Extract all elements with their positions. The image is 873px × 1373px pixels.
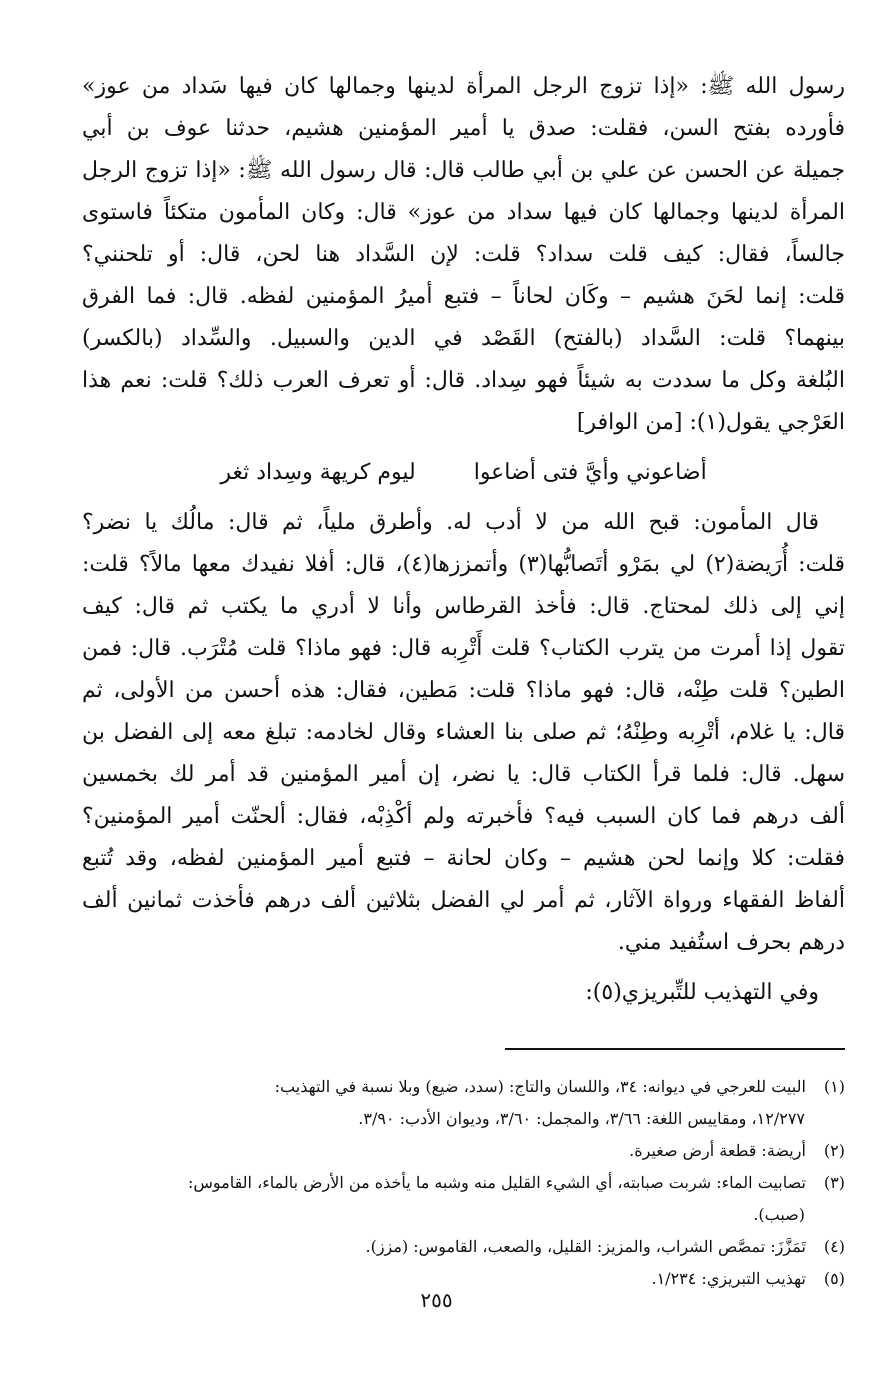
footnote-text: تَمَزَّزَ: تمصَّص الشراب، والمزيز: القليل، والصعب، القاموس: (مزز). [365,1237,806,1256]
text-line: رسول الله ﷺ: «إذا تزوج الرجل المرأة لدينها وجمالها كان فيها سَداد من عوز» [82,74,845,99]
page-number: ٢٥٥ [420,1288,453,1312]
text-line: فقلت: كلا وإنما لحن هشيم – وكان لحانة – فتبع أمير المؤمنين لفظه، وقد تُتبع [82,846,845,871]
text-line: ألف درهم فما كان السبب فيه؟ فأخبرته ولم أكْذِبْه، فقال: ألحنّت أمير المؤمنين؟ [82,804,845,829]
footnote-1 [82,1072,845,1102]
main-text-top [82,66,845,444]
text-line: إني إلى ذلك لمحتاج. قال: فأخذ القرطاس وأنا لا أدري ما يكتب ثم قال: كيف [82,594,845,619]
footnote-3-continuation [82,1200,845,1230]
footnote-text: ١٢/٢٧٧، ومقاييس اللغة: ٣/٦٦، والمجمل: ٣/٦٠، وديوان الأدب: ٣/٩٠. [358,1109,805,1128]
footnote-text: البيت للعرجي في ديوانه: ٣٤، واللسان والتاج: (سدد، ضيع) وبلا نسبة في التهذيب: [274,1077,806,1096]
footnote-number: (٢) [823,1141,845,1160]
text-line: قال المأمون: قبح الله من لا أدب له. وأطرق ملياً، ثم قال: مالُك يا نضر؟ [82,510,819,535]
text-line: قلت: أُرَيضة(٢) لي بمَرْو أتَصابُّها(٣) وأتمززها(٤)، قال: أفلا نفيدك معها مالاً؟ قلت: [82,552,845,577]
footnote-number: (٥) [823,1269,845,1288]
footnote-4 [82,1232,845,1262]
verse-second-hemistich: ليوم كريهة وسِداد ثغر [220,460,416,485]
footnote-text: تهذيب التبريزي: ١/٢٣٤. [651,1269,806,1288]
footnote-3 [82,1168,845,1198]
text-line: جالساً، فقال: كيف قلت سداد؟ قلت: لإن السَّداد هنا لحن، قال: أو تلحنني؟ [82,242,845,267]
text-line: البُلغة وكل ما سددت به شيئاً فهو سِداد. قال: أو تعرف العرب ذلك؟ قلت: نعم هذا [82,368,845,393]
text-line: جميلة عن الحسن عن علي بن أبي طالب قال: قال رسول الله ﷺ: «إذا تزوج الرجل [82,158,845,183]
text-line: العَرْجي يقول(١): [من الوافر] [576,410,845,435]
text-line: ألفاظ الفقهاء ورواة الآثار، ثم أمر لي الفضل بثلاثين ألف درهم فأخذت ثمانين ألف [82,888,846,913]
footnote-divider [505,1048,845,1050]
footnote-text: أريضة: قطعة أرض صغيرة. [629,1141,806,1160]
text-line: قال: يا غلام، أتْرِبه وطِنْهُ؛ ثم صلى بنا العشاء وقال لخادمه: تبلغ معه إلى الفضل بن [82,720,845,745]
footnote-text: (صبب). [753,1205,805,1224]
main-text-bottom [82,502,845,1014]
text-line: المرأة لدينها وجمالها كان فيها سداد من عوز» قال: وكان المأمون متكئاً فاستوى [82,200,845,225]
footnote-number: (١) [823,1077,845,1096]
verse-first-hemistich: أضاعوني وأيَّ فتى أضاعوا [473,460,707,485]
poetry-verse [82,444,845,502]
text-line: درهم بحرف استُفيد مني. [617,930,845,955]
footnote-number: (٤) [823,1237,845,1256]
footnote-text: تصابيت الماء: شربت صبابته، أي الشيء القليل منه وشبه ما يأخذه من الأرض بالماء، القاموس: [187,1173,806,1192]
footnote-2 [82,1136,845,1166]
text-line: الطين؟ قلت طِنْه، قال: فهو ماذا؟ قلت: مَطين، فقال: هذه أحسن من الأولى، ثم [82,678,845,703]
text-line: تقول إذا أمرت من يترب الكتاب؟ قلت أَتْرِبه قال: فهو ماذا؟ قلت مُتْرَب. قال: فمن [82,636,845,661]
text-line: قلت: إنما لحَنَ هشيم – وكَان لحاناً – فتبع أميرُ المؤمنين لفظه. قال: فما الفرق [82,284,845,309]
text-line: فأورده بفتح السن، فقلت: صدق يا أمير المؤمنين هشيم، حدثنا عوف بن أبي [82,116,845,141]
closing-line: وفي التهذيب للتِّبريزي(٥): [585,980,819,1005]
footnote-1-continuation [82,1104,845,1134]
footnotes [82,1072,845,1294]
text-line: بينهما؟ قلت: السَّداد (بالفتح) القَصْد في الدين والسبيل. والسِّداد (بالكسر) [82,326,845,351]
footnote-number: (٣) [823,1173,845,1192]
text-line: سهل. قال: فلما قرأ الكتاب قال: يا نضر، إن أمير المؤمنين قد أمر لك بخمسين [82,762,845,787]
